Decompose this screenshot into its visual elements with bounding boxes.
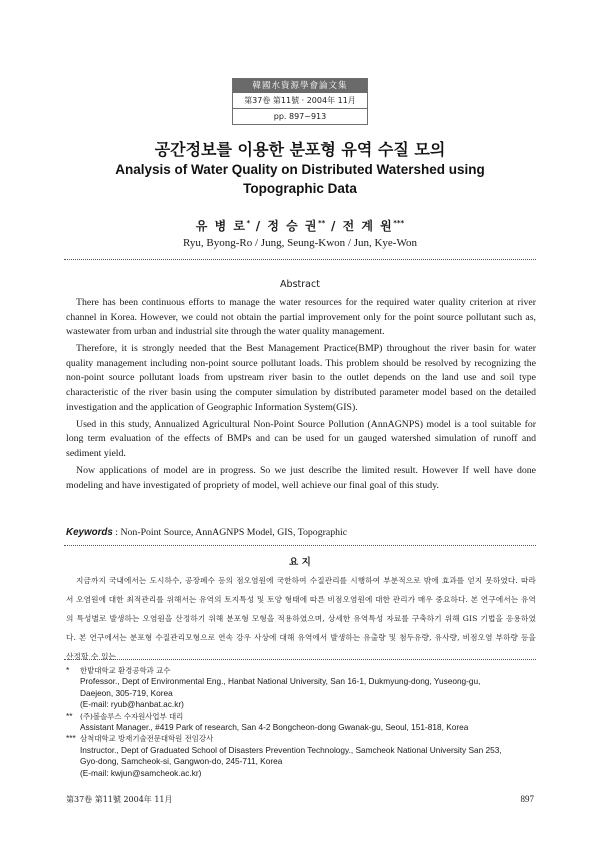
footnote-line: Gyo-dong, Samcheok-si, Gangwon-do, 245-711, Korea xyxy=(80,756,283,767)
footnote-mark: ** xyxy=(66,710,73,721)
footnote-line: Professor., Dept of Environmental Eng., Hanbat National University, San 16-1, Dukmyung-dong, Yuseong-gu, xyxy=(80,676,481,687)
footnote-mark: *** xyxy=(66,733,76,744)
footnote-affiliation-ko: 한밭대학교 환경공학과 교수 xyxy=(80,666,171,675)
abstract-heading: Abstract xyxy=(280,279,320,290)
keywords xyxy=(66,527,536,538)
footnote xyxy=(66,665,540,711)
footnote-affiliation-ko: 삼척대학교 방재기술전문대학원 전임강사 xyxy=(80,734,214,744)
author-separator: / xyxy=(325,219,343,233)
footnote-mark: * xyxy=(66,665,70,675)
abstract-paragraph: Now applications of model are in progress. So we just describe the limited result. However If well have done modeling and have investigated of propriety of model, well achieve our final goal of this study. xyxy=(66,465,536,491)
journal-name: 韓國水資源學會論文集 xyxy=(233,79,367,93)
authors-korean xyxy=(0,217,600,234)
title-english-line2: Topographic Data xyxy=(243,181,357,196)
author-2: 정 승 권 xyxy=(267,219,318,233)
footnote xyxy=(66,733,540,779)
footnote-email: (E-mail: ryub@hanbat.ac.kr) xyxy=(80,699,184,710)
divider xyxy=(64,259,536,260)
abstract-paragraph: Used in this study, Annualized Agricultural Non-Point Source Pollution (AnnAGNPS) model is a tool suitable for long term evaluation of the effects of BMPs and can be used for un gauged watershed simulation of runoff and sediment yield. xyxy=(66,418,536,459)
author-separator: / xyxy=(250,219,268,233)
abstract-paragraph: Therefore, it is strongly needed that the Best Management Practice(BMP) throughout the river basin for water quality management including non-point source pollutant loads. This problem should be resolved by recognizing the non-point source pollutant loads from upstream river basin to the outlet depends on the land use and soil type characteristic of the river basin using the computer simulation by distributed parameter model based on the detailed investigation and the application of Geographic Information System(GIS). xyxy=(66,343,536,413)
author-2-mark: ** xyxy=(318,219,326,227)
abstract-paragraph: There has been continuous efforts to manage the water resources for the required water quality criterion at river channel in Korea. However, we could not obtain the partial improvement only for the point source pollutant such as, wastewater from urban and industrial site through the water quality management. xyxy=(66,297,536,338)
footnote-line: Daejeon, 305-719, Korea xyxy=(80,687,173,698)
author-1: 유 병 로 xyxy=(195,219,247,233)
footnotes xyxy=(66,665,540,779)
footnote-line: Instructor., Dept of Graduated School of Disasters Prevention Technology., Samcheok National University San 253, xyxy=(80,744,502,755)
author-1-mark: * xyxy=(246,219,251,227)
title-korean: 공간정보를 이용한 분포형 유역 수질 모의 xyxy=(154,140,446,159)
footer-journal-issue: 第37卷 第11號 2004年 11月 xyxy=(66,795,173,804)
keywords-label: Keywords xyxy=(66,527,113,538)
title-english-line1: Analysis of Water Quality on Distributed Watershed using xyxy=(115,162,485,177)
footnote-affiliation-ko: (주)볼솔루스 수자원사업부 대리 xyxy=(80,711,184,721)
journal-volume: 第37卷 第11號 · 2004年 11月 xyxy=(233,93,367,109)
journal-info-box xyxy=(232,78,368,125)
journal-pages: pp. 897~913 xyxy=(273,112,327,121)
abstract-body xyxy=(66,296,536,496)
divider xyxy=(64,545,536,546)
footnote-line: Assistant Manager., #419 Park of research, San 4-2 Bongcheon-dong Gwanak-gu, Seoul, 151-818, Korea xyxy=(80,722,469,733)
yoji-body: 지금까지 국내에서는 도시하수, 공장폐수 등의 점오염원에 국한하여 수질관리를 시행하여 부분적으로 밖에 효과를 얻지 못하였다. 따라서 오염원에 대한 최적관리를 위해서는 유역의 토지특성 및 토양 형태에 따른 비점오염원에 대한 관리가 매우 중요하다. 본 연구에서는 유역의 특성별로 발생하는 오염원을 산정하기 위해 분포형 모형을 적용하였으며, 상세한 유역특성 자료를 구축하기 위해 GIS 기법을 응용하였다. 본 연구에서는 분포형 수질관리모형으로 연속 강우 사상에 대해 유역에서 발생하는 유출량 및 첨두유량, 유사량, 비점오염 부하량 등을 산정할 수 있는 xyxy=(66,576,536,661)
author-3: 전 계 원 xyxy=(342,219,394,233)
keywords-text: : Non-Point Source, AnnAGNPS Model, GIS, Topographic xyxy=(112,527,348,538)
footnote xyxy=(66,711,540,734)
author-3-mark: *** xyxy=(393,219,405,227)
footnote-email: (E-mail: kwjun@samcheok.ac.kr) xyxy=(80,767,202,778)
yoji-heading: 요 지 xyxy=(289,557,311,568)
divider xyxy=(64,659,536,660)
authors-english: Ryu, Byong-Ro / Jung, Seung-Kwon / Jun, Kye-Won xyxy=(183,237,417,249)
page-number: 897 xyxy=(520,794,534,804)
title-english xyxy=(80,160,520,198)
